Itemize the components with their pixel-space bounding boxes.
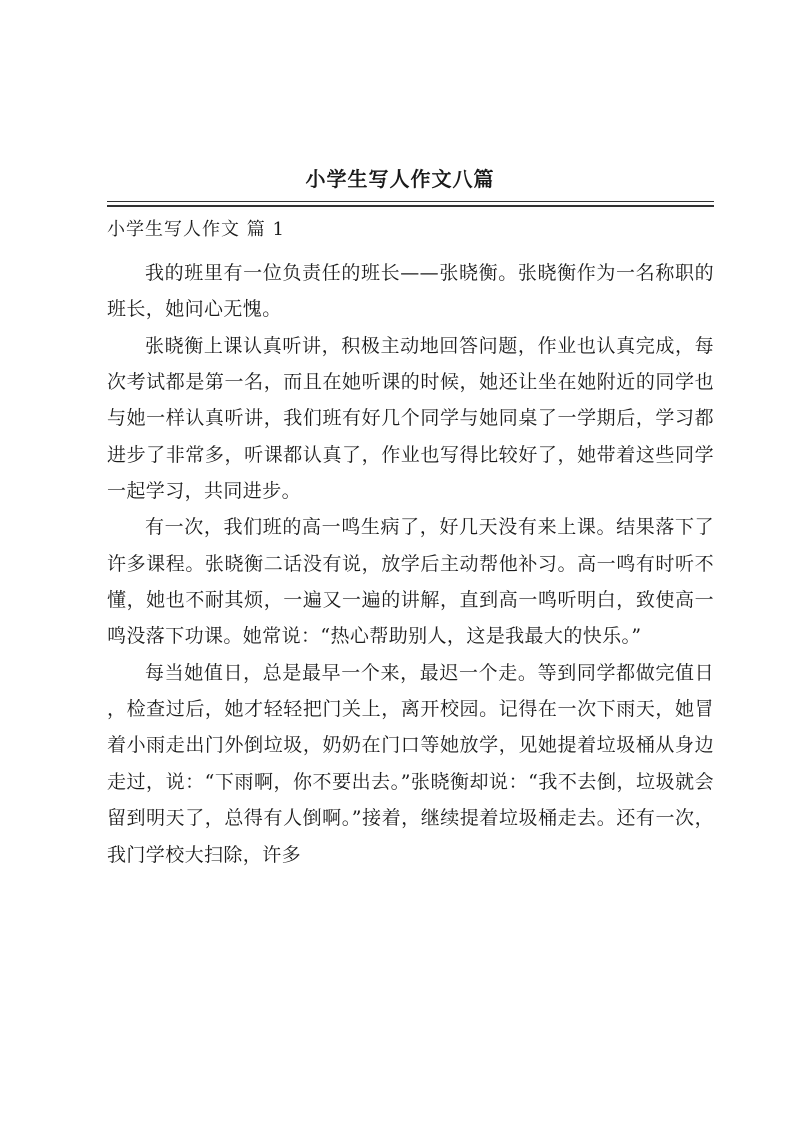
paragraph-1: 我的班里有一位负责任的班长——张晓衡。张晓衡作为一名称职的班长，她问心无愧。	[107, 262, 714, 321]
paragraph-4: 每当她值日，总是最早一个来，最迟一个走。等到同学都做完值日，检查过后，她才轻轻把门关上，离开校园。记得在一次下雨天，她冒着小雨走出门外倒垃圾，奶奶在门口等她放学，见她提着垃圾桶从身边走过，说：“下雨啊，你不要出去。”张晓衡却说：“我不去倒，垃圾就会留到明天了，总得有人倒啊。”接着，继续提着垃圾桶走去。还有一次，我门学校大扫除，许多	[107, 661, 714, 866]
section-heading: 小学生写人作文 篇 1	[107, 219, 285, 240]
title-underline-thick	[107, 205, 714, 207]
essay-body	[107, 255, 714, 873]
paragraph-3: 有一次，我们班的高一鸣生病了，好几天没有来上课。结果落下了许多课程。张晓衡二话没有说，放学后主动帮他补习。高一鸣有时听不懂，她也不耐其烦，一遍又一遍的讲解，直到高一鸣听明白，致使高一鸣没落下功课。她常说：“热心帮助别人，这是我最大的快乐。”	[107, 516, 714, 648]
paragraph-2: 张晓衡上课认真听讲，积极主动地回答问题，作业也认真完成，每次考试都是第一名，而且在她听课的时候，她还让坐在她附近的同学也与她一样认真听讲，我们班有好几个同学与她同桌了一学期后，学习都进步了非常多，听课都认真了，作业也写得比较好了，她带着这些同学一起学习，共同进步。	[107, 334, 714, 503]
title-underline-thin	[107, 201, 714, 202]
document-title: 小学生写人作文八篇	[305, 167, 495, 191]
